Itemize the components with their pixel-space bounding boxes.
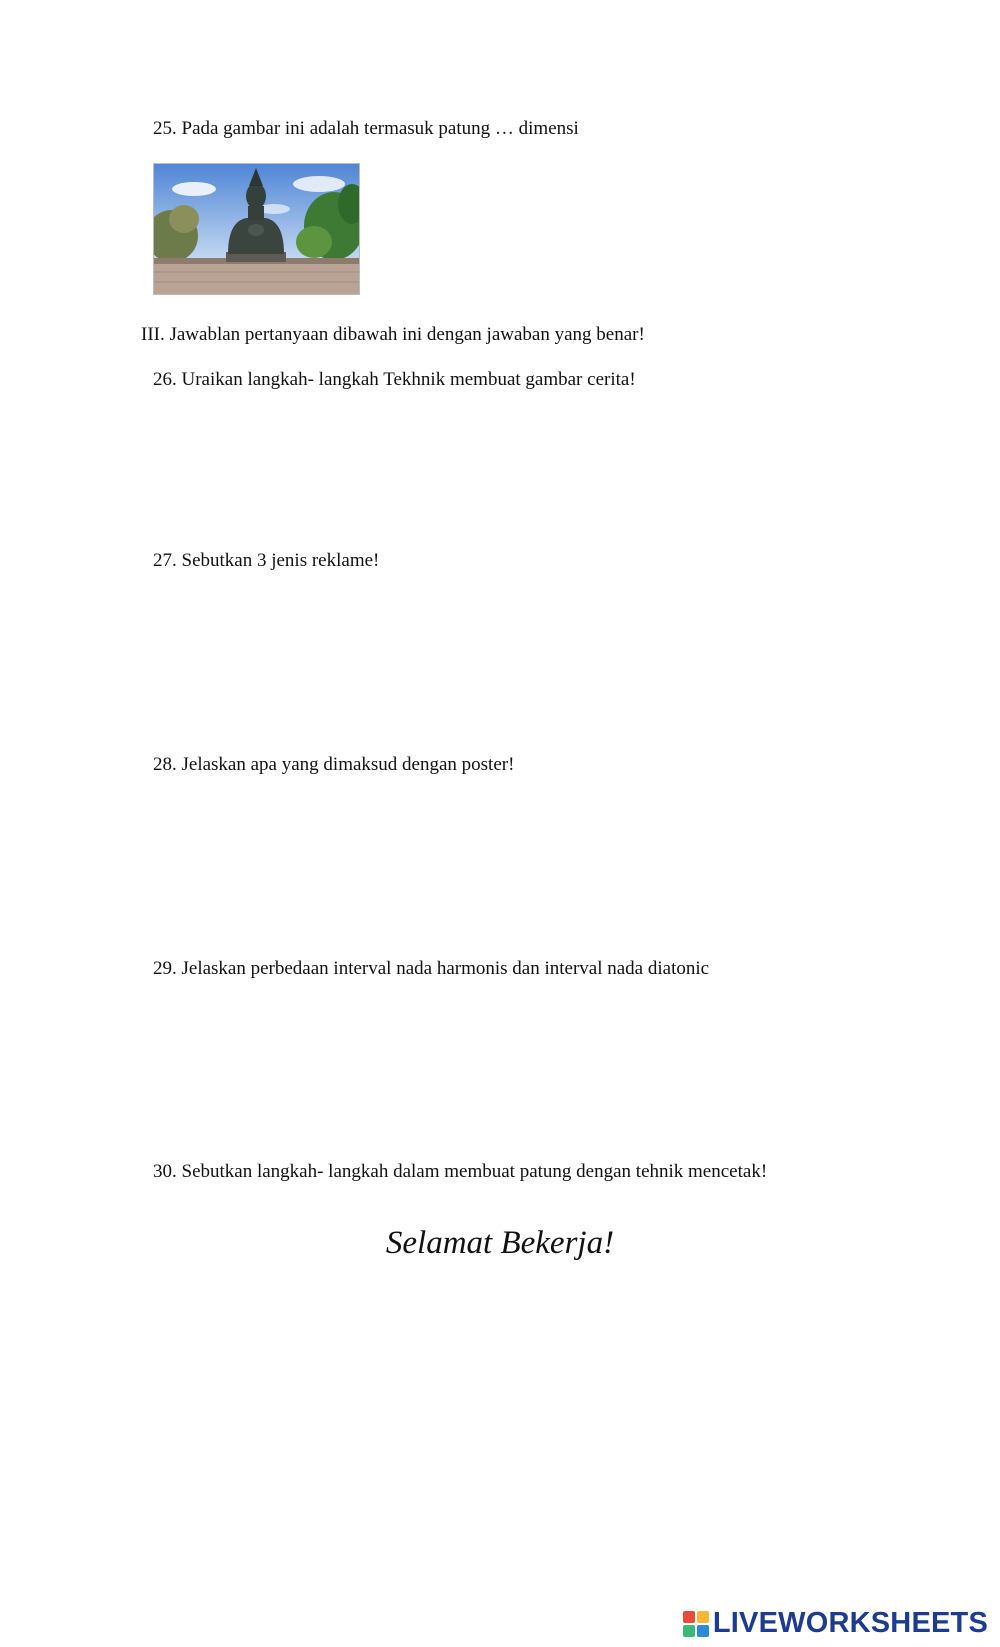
section-heading: III. Jawablan pertanyaan dibawah ini dengan jawaban yang benar! [141,324,645,345]
question-25: 25. Pada gambar ini adalah termasuk patung … dimensi [153,118,579,139]
question-26: 26. Uraikan langkah- langkah Tekhnik membuat gambar cerita! [153,369,636,390]
question-29: 29. Jelaskan perbedaan interval nada harmonis dan interval nada diatonic [153,958,710,979]
liveworksheets-logo-icon [683,1611,709,1637]
statue-photo [153,163,360,295]
liveworksheets-brand [683,1607,988,1640]
brand-text: LIVEWORKSHEETS [712,1607,988,1639]
closing-message: Selamat Bekerja! [385,1225,615,1261]
statue-image [154,164,359,294]
question-30: 30. Sebutkan langkah- langkah dalam membuat patung dengan tehnik mencetak! [153,1161,768,1182]
question-27: 27. Sebutkan 3 jenis reklame! [153,550,380,571]
question-28: 28. Jelaskan apa yang dimaksud dengan poster! [153,754,515,775]
